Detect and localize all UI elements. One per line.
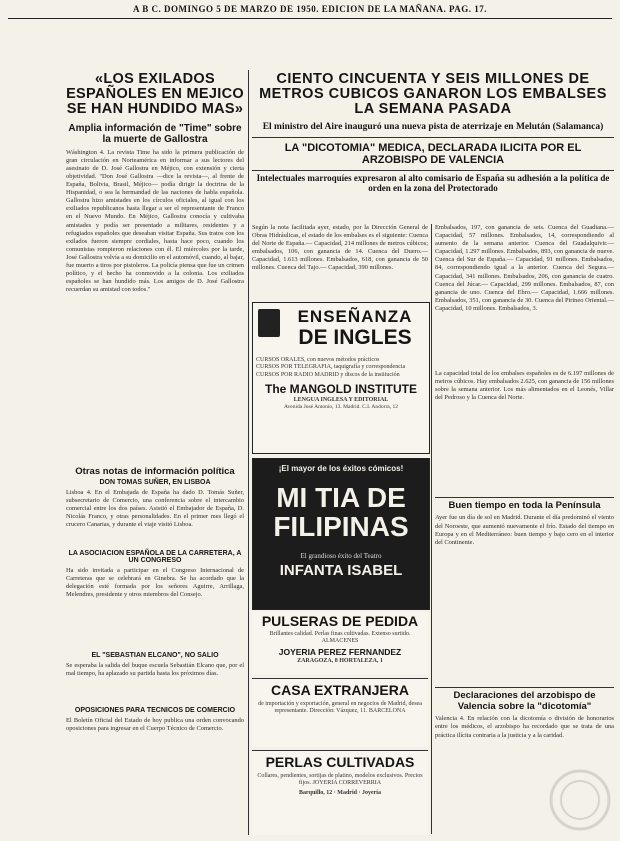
ad-pulseras-address: ZARAGOZA, 8 HORTALEZA, 1 xyxy=(297,658,383,665)
right-body-4: Valencia 4. En relación con la dicotomía o división de honorarios entre los médicos, el arzobispo ha recordado que se trata de una práctica ilícita contraria a la justicia y a la caridad. xyxy=(435,715,614,739)
ad-ingles-title-2: DE INGLES xyxy=(298,325,412,349)
ad-ingles-line-3: CURSOS POR RADIO MADRID y discos de la institución xyxy=(256,371,400,378)
left-kicker-2: LA ASOCIACION ESPAÑOLA DE LA CARRETERA, A UN CONGRESO xyxy=(68,549,242,565)
right-headline-2: Declaraciones del arzobispo de Valencia sobre la "dicotomía" xyxy=(453,690,596,712)
ad-ingles-emblem xyxy=(258,309,280,337)
ad-pulseras-line: Brillantes calidad. Perlas finas cultivadas. Extenso surtido. ALMACENES xyxy=(269,630,411,645)
ad-perlas-address: Barquillo, 12 · Madrid · Joyería xyxy=(299,789,381,796)
left-subhead-2: Otras notas de información política xyxy=(75,465,235,477)
ad-ingles-school: The MANGOLD INSTITUTE xyxy=(265,382,417,397)
ad-perlas xyxy=(252,750,428,835)
left-body-5: El Boletín Oficial del Estado de hoy publica una orden convocando oposiciones para ingresar en el Cuerpo Técnico de Comercio. xyxy=(66,716,244,732)
left-kicker-4: OPOSICIONES PARA TECNICOS DE COMERCIO xyxy=(74,706,236,714)
ad-filipinas-top: ¡El mayor de los éxitos cómicos! xyxy=(278,464,404,473)
left-body-4: Se esperaba la salida del buque escuela Sebastián Elcano que, por el mal tiempo, ha aplazado su partida hasta los próximos días. xyxy=(66,661,244,677)
ad-perlas-line: Collares, pendientes, sortijas de platino, modelos exclusivos. Precios fijos. JOYERIA CORREVERRIA xyxy=(257,772,423,787)
mid-article-body: Según la nota facilitada ayer, estado, por la Dirección General de Obras Hidráulicas, el estado de los embalses es el siguiente: Cuenca del Norte de España.— Capacidad, 214 millones de metros cúbicos; embalsados, 106, con ganancia de 14. Cuenca del Duero.— Capacidad, 1.613 millones. Embalsados, 618, con ganancia de 50 millones. Cuenca del Tajo.— Capacidad, 390 millones. xyxy=(252,224,428,272)
ad-casa-title: CASA EXTRANJERA xyxy=(271,682,409,698)
right-body-3: Ayer fue un día de sol en Madrid. Durante el día predominó el viento del Noroeste, que aumentó nuevamente el frío. Estado del tiempo en Europa y en el Mediterráneo: buen tiempo y bajo cero en el interior del Continente. xyxy=(435,514,614,546)
left-subhead: Amplia información de "Time" sobre la muerte de Gallostra xyxy=(68,122,242,145)
left-kicker: DON TOMAS SUÑER, EN LISBOA xyxy=(99,479,211,487)
ad-casa-line: de importación y exportación, general en negocios de Madrid, desea representante. Dirección: Vázquez, 11. BARCELONA xyxy=(258,700,422,715)
ad-ingles-line-1: CURSOS ORALES, con nuevos métodos prácticos xyxy=(256,356,380,363)
ad-filipinas-sub: El grandioso éxito del Teatro xyxy=(300,551,382,560)
ad-filipinas-theater: INFANTA ISABEL xyxy=(279,561,403,579)
ad-pulseras-title: PULSERAS DE PEDIDA xyxy=(261,613,419,629)
left-body-2: Lisboa 4. En el Embajada de España ha dado D. Tomás Suñer, subsecretario de Comercio, una conferencia sobre el intercambio comercial entre los dos países. Asistió el Embajador de España, D. Nicolás Franco, y otras personalidades. En el primer mes llegó el crucero Canarias, y durante el viaje visitó Lisboa. xyxy=(66,488,244,529)
ad-filipinas-line-2: FILIPINAS xyxy=(273,511,409,543)
left-article-body: Wáshington 4. La revista Time ha sido la primera publicación de gran circulación en Norteamérica en informar a sus lectores del asesinato de D. José Gallostra en Méjico, con extensión y cierta objetividad. "Don José Gallostra —dice la revista—, al frente de España, Bolivia, Brasil, Méjico— podía dirigir la doctrina de la Hispanidad, o sea la hermandad de las naciones de habla española. Gallostra hizo amistades en los círculos oficiales, al igual con los exiliados republicanos hasta llegar a ser el representante de Franco en el Nuevo Mundo. En Méjico, Gallostra conocía y cultivaba amistades y podía ser presentado a militares, residentes y a refugiados españoles que deseaban visitar España. Sus tratos con los exilados fueron siempre cordiales, hasta hace poco, cuando los comunistas rompieron relaciones con él. El miércoles por la tarde, José Gallostra volvía a su domicilio en el automóvil, cuando, al bajar, fue muerto a tiros por pistoleros. La policía piensa que fue un crimen político, y el hecho ha conmovido a la colonia. Los exiliados españoles se han hundido más. Los amigos de D. José Gallostra recuerdan su amistad con todos." xyxy=(66,148,244,294)
left-kicker-3: EL "SEBASTIAN ELCANO", NO SALIO xyxy=(91,652,219,660)
main-headline: CIENTO CINCUENTA Y SEIS MILLONES DE METROS CUBICOS GANARON LOS EMBALSES LA SEMANA PASADA xyxy=(259,72,607,118)
right-column xyxy=(435,224,614,834)
main-headline-3: Intelectuales marroquíes expresaron al alto comisario de España su adhesión a la política de orden en la zona del Protectorado xyxy=(256,173,610,194)
right-headline: Buen tiempo en toda la Península xyxy=(448,500,601,511)
ad-pulseras xyxy=(252,612,428,674)
ad-perlas-title: PERLAS CULTIVADAS xyxy=(265,754,415,770)
archive-stamp-icon xyxy=(548,768,612,832)
right-body-2: La capacidad total de los embalses españoles es de 6.197 millones de metros cúbicos. Hay embalsados 2.625, con ganancia de 156 millones sobre la semana anterior. Los más alimentados en el Leonés, Villar del Pedroso y la Cuenca del Norte. xyxy=(435,370,614,402)
right-body-1: Embalsados, 197, con ganancia de seis. Cuenca del Guadiana.— Capacidad, 57 millones. Embalsados, 14, correspondiendo al aumento de la semana anterior. Cuenca del Guadalquivir.— Capacidad, 1.297 millones. Embalsados, 893, con ganancia de nueve. Cuenca del Sur de España.— Capacidad, 91 millones. Embalsados, 84, correspondiendo igual a la anterior. Cuenca del Segura.— Capacidad, 341 millones. Embalsados, 206, con ganancia de cuatro. Cuenca del Júcar.— Capacidad, 299 millones. Embalsados, 87, con ganancia de uno. Cuenca del Ebro.— Capacidad, 1.666 millones. Embalsados, 351, con ganancia de 30. Cuenca del Pirineo Oriental.— Capacidad, 10 millones. Embalsados, 3. xyxy=(435,224,614,312)
right-divider-2 xyxy=(435,687,614,688)
right-divider xyxy=(435,497,614,498)
column-divider xyxy=(248,70,249,835)
ad-filipinas xyxy=(252,458,430,610)
ad-ingles-line-2: CURSOS POR TELEGRAFIA, taquigrafía y correspondencia xyxy=(256,364,406,371)
main-divider-2 xyxy=(252,170,614,171)
ad-ingles-title: ENSEÑANZA xyxy=(297,307,413,326)
ad-filipinas-line-1: MI TIA DE xyxy=(276,482,406,513)
left-column xyxy=(66,72,244,832)
left-headline: «LOS EXILADOS ESPAÑOLES EN MEJICO SE HAN HUNDIDO MAS» xyxy=(66,72,244,118)
ad-pulseras-shop: JOYERIA PEREZ FERNANDEZ xyxy=(278,646,402,657)
right-column-divider xyxy=(431,224,432,834)
ad-casa-extranjera xyxy=(252,678,428,747)
ad-ingles-tag: LENGUA INGLESA Y EDITORIAL xyxy=(293,396,389,403)
main-divider xyxy=(252,137,614,138)
page-header: A B C. DOMINGO 5 DE MARZO DE 1950. EDICION DE LA MAÑANA. PAG. 17. xyxy=(8,4,612,19)
left-body-3: Ha sido invitada a participar en el Congreso Internacional de Carreteras que se celebrará en Ginebra. Se ha acordado que la delegación esté formada por los señores Aguirre, Arrillaga, Melendres, presidente y otros miembros del Consejo. xyxy=(66,567,244,599)
main-headline-2: LA "DICOTOMIA" MEDICA, DECLARADA ILICITA POR EL ARZOBISPO DE VALENCIA xyxy=(284,142,582,167)
main-subhead: El ministro del Aire inauguró una nueva pista de aterrizaje en Melután (Salamanca) xyxy=(262,121,604,132)
ad-ingles xyxy=(252,302,430,454)
ad-ingles-address: Avenida José Antonio, 13. Madrid. C.I. Andorra, 12 xyxy=(283,404,398,411)
main-headline-block xyxy=(252,72,614,222)
